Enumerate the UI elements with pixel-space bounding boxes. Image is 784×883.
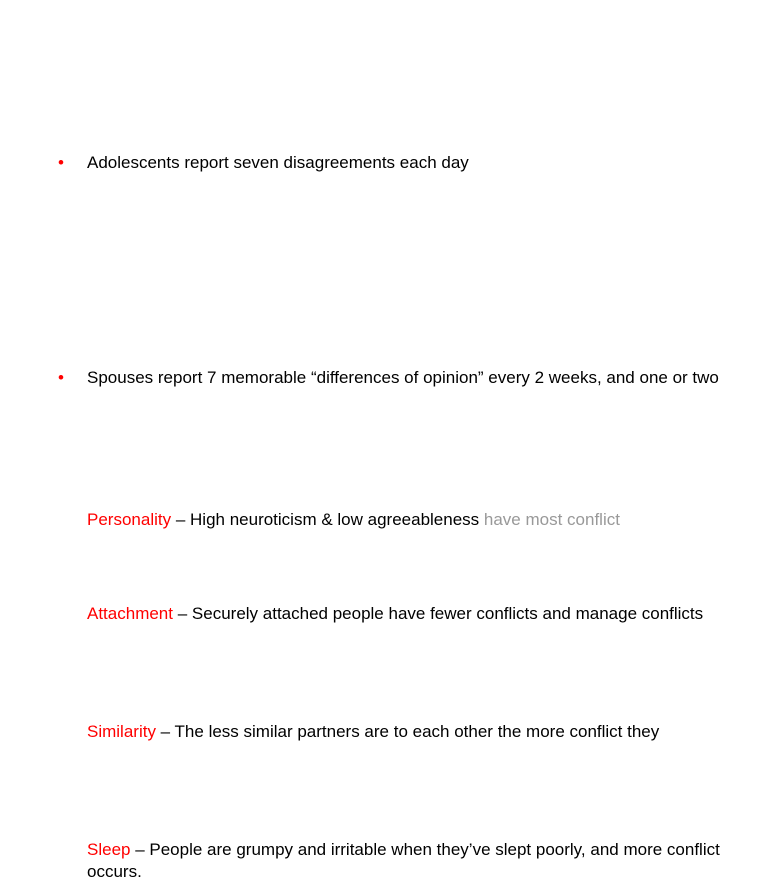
factor-attachment (87, 603, 747, 625)
bullet-text: Spouses report 7 memorable “differences of opinion” every 2 weeks, and one or two (87, 368, 719, 387)
factor-separator: – (173, 604, 192, 623)
factor-similarity (87, 721, 747, 743)
bullet-icon: • (58, 368, 64, 387)
factor-separator: – (155, 722, 175, 741)
factor-muted-text: have most conflict (479, 510, 620, 529)
bullet-icon: • (58, 153, 64, 172)
factor-separator: – (171, 510, 191, 529)
bullet-text: Adolescents report seven disagreements each day (87, 153, 469, 172)
factor-sleep (87, 839, 747, 883)
factor-text: The less similar partners are to each other the more conflict they (174, 722, 660, 741)
factor-text: High neuroticism & low agreeableness (190, 510, 480, 529)
bullet-item-spouses (58, 368, 719, 388)
factor-name: Personality (87, 510, 172, 529)
factor-text: People are grumpy and irritable when they’ve slept poorly, and more conflict occurs. (87, 840, 720, 881)
factor-name: Sleep (87, 840, 131, 859)
factor-personality (87, 509, 747, 531)
bullet-item-adolescents (58, 153, 469, 173)
factor-name: Similarity (87, 722, 156, 741)
factor-text: Securely attached people have fewer conflicts and manage conflicts (191, 604, 704, 623)
factor-separator: – (130, 840, 150, 859)
factor-name: Attachment (87, 604, 173, 623)
